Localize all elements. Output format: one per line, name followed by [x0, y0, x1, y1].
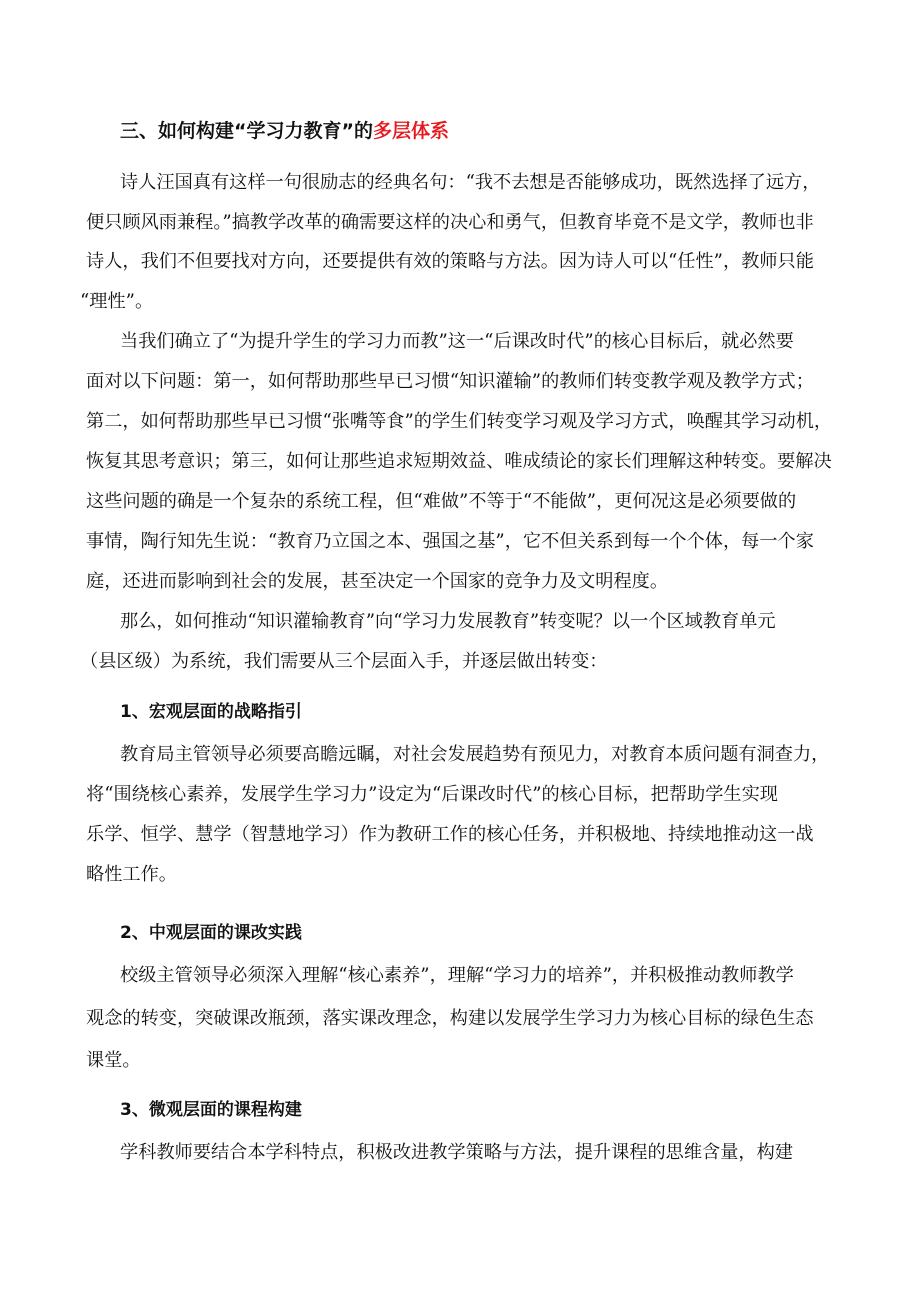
- paragraph-line: 那么，如何推动“知识灌输教育”向“学习力发展教育”转变呢？以一个区域教育单元: [120, 611, 776, 632]
- paragraph-line: 面对以下问题：第一，如何帮助那些早已习惯“知识灌输”的教师们转变教学观及教学方式；: [86, 371, 814, 392]
- heading-main-text: 三、如何构建“学习力教育”的: [120, 120, 373, 142]
- section-line: 校级主管领导必须深入理解“核心素养”，理解“学习力的培养”，并积极推动教师教学: [120, 965, 794, 986]
- paragraph-line: 事情，陶行知先生说：“教育乃立国之本、强国之基”，它不但关系到每一个个体，每一个家: [86, 531, 814, 552]
- subsection-title: 2、中观层面的课改实践: [120, 923, 302, 943]
- section-line: 学科教师要结合本学科特点，积极改进教学策略与方法，提升课程的思维含量，构建: [120, 1142, 793, 1163]
- section-line: 教育局主管领导必须要高瞻远瞩，对社会发展趋势有预见力，对教育本质问题有洞查力，: [120, 744, 830, 765]
- paragraph-line: 这些问题的确是一个复杂的系统工程，但“难做”不等于“不能做”，更何况这是必须要做的: [86, 491, 797, 512]
- section-line: 略性工作。: [86, 864, 177, 885]
- section-line: 将“围绕核心素养，发展学生学习力”设定为“后课改时代”的核心目标，把帮助学生实现: [86, 784, 778, 805]
- paragraph-line: 第二，如何帮助那些早已习惯“张嘴等食”的学生们转变学习观及学习方式，唤醒其学习动机，: [86, 411, 833, 432]
- paragraph-line: 便只顾风雨兼程。”搞教学改革的确需要这样的决心和勇气，但教育毕竟不是文学，教师也非: [86, 212, 814, 233]
- paragraph-line: 庭，还进而影响到社会的发展，甚至决定一个国家的竞争力及文明程度。: [86, 571, 669, 592]
- heading-highlight-text: 多层体系: [372, 120, 449, 142]
- section-line: 观念的转变，突破课改瓶颈，落实课改理念，构建以发展学生学习力为核心目标的绿色生态: [86, 1008, 814, 1029]
- paragraph-line: 诗人，我们不但要找对方向，还要提供有效的策略与方法。因为诗人可以“任性”，教师只能: [86, 251, 814, 272]
- paragraph-line: 恢复其思考意识；第三，如何让那些追求短期效益、唯成绩论的家长们理解这种转变。要解决: [86, 451, 832, 472]
- section-line: 乐学、恒学、慧学（智慧地学习）作为教研工作的核心任务，并积极地、持续地推动这一战: [86, 824, 814, 845]
- subsection-title: 1、宏观层面的战略指引: [120, 702, 302, 722]
- paragraph-line: 当我们确立了“为提升学生的学习力而教”这一“后课改时代”的核心目标后，就必然要: [120, 331, 794, 352]
- paragraph-line: （县区级）为系统，我们需要从三个层面入手，并逐层做出转变：: [80, 651, 608, 672]
- subsection-title: 3、微观层面的课程构建: [120, 1100, 302, 1120]
- section-line: 课堂。: [86, 1050, 141, 1071]
- paragraph-line: 诗人汪国真有这样一句很励志的经典名句：“我不去想是否能够成功，既然选择了远方，: [120, 172, 821, 193]
- section-heading: [120, 119, 449, 143]
- paragraph-line: “理性”。: [80, 291, 154, 312]
